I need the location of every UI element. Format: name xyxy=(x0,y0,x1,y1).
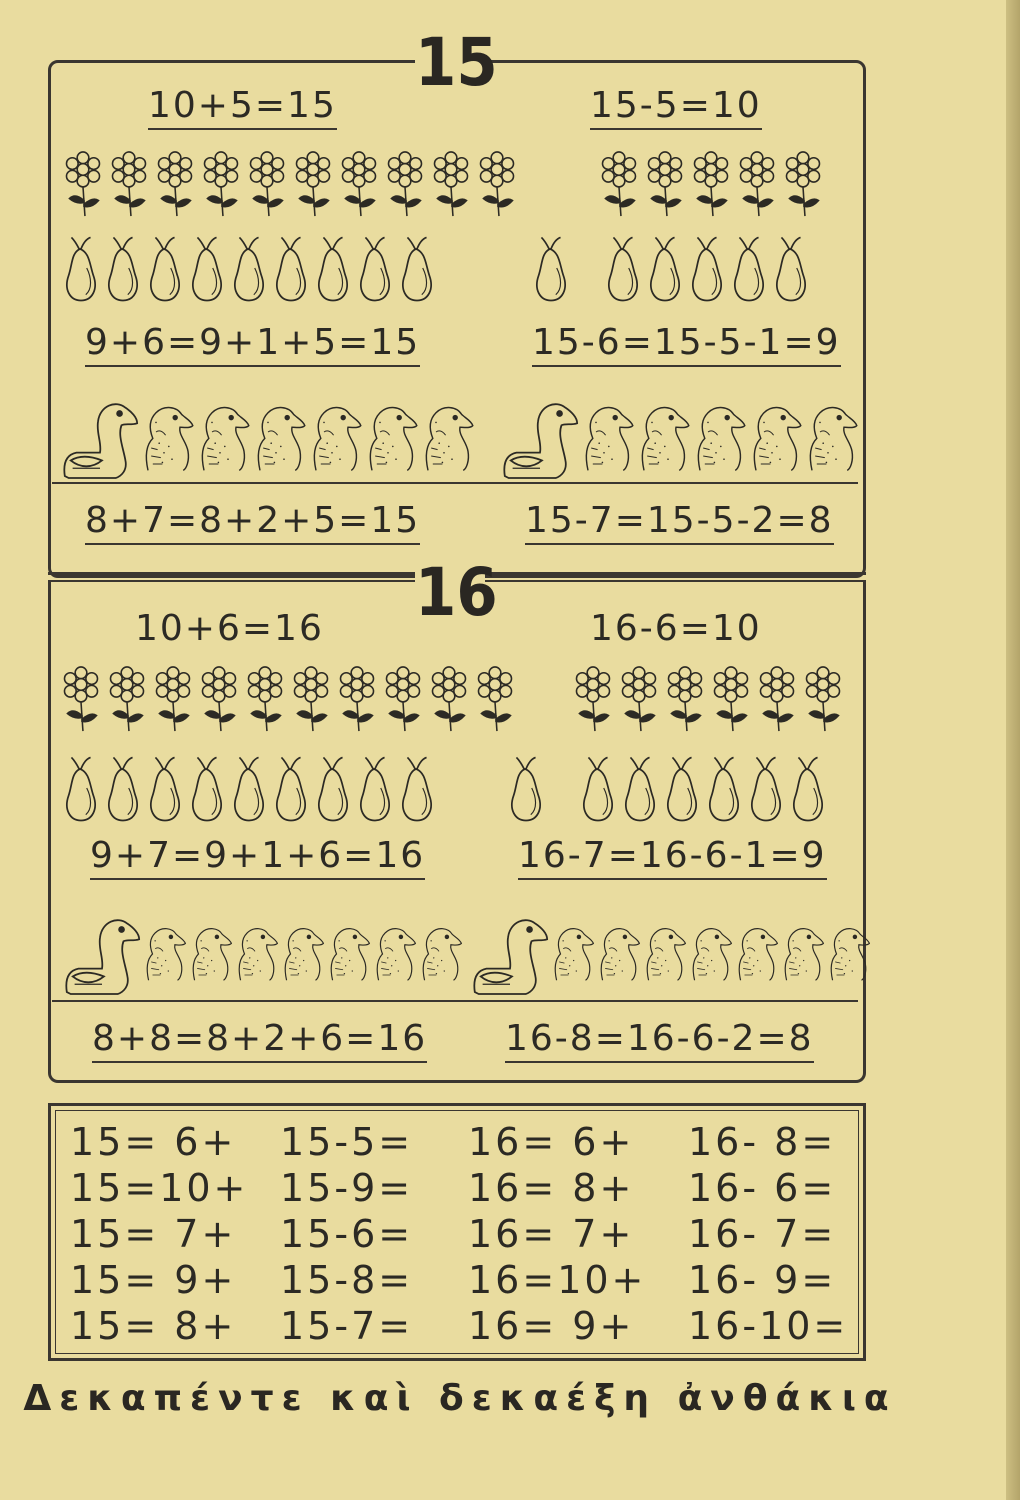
pear-icon xyxy=(312,232,354,304)
duck-icon xyxy=(62,908,142,996)
flower-icon xyxy=(58,665,104,733)
pear-icon xyxy=(530,232,572,304)
exercise-cell: 15-7= xyxy=(280,1304,414,1348)
pears-16-left xyxy=(60,752,438,824)
pear-icon xyxy=(602,232,644,304)
eq-16-add-top: 10+6=16 xyxy=(135,608,324,649)
duck-icon xyxy=(252,392,308,480)
flower-icon xyxy=(688,150,734,218)
flower-icon xyxy=(616,665,662,733)
pear-icon xyxy=(144,232,186,304)
exercise-cell: 16- 6= xyxy=(688,1166,837,1210)
pear-icon xyxy=(577,752,619,824)
duck-icon xyxy=(804,392,860,480)
flower-icon xyxy=(244,150,290,218)
flower-icon xyxy=(196,665,242,733)
flower-icon xyxy=(570,665,616,733)
eq-16-sub-bot: 16-8=16-6-2=8 xyxy=(505,1018,814,1063)
exercise-cell: 16- 9= xyxy=(688,1258,837,1302)
flowers-16-left xyxy=(58,665,518,733)
water-line-15 xyxy=(52,482,858,484)
pear-icon xyxy=(354,232,396,304)
flower-icon xyxy=(780,150,826,218)
exercise-cell: 15= 7+ xyxy=(70,1212,237,1256)
pear-icon xyxy=(102,752,144,824)
flower-icon xyxy=(426,665,472,733)
ducks-15-left xyxy=(60,392,476,480)
exercise-cell: 15-8= xyxy=(280,1258,414,1302)
pear-icon xyxy=(686,232,728,304)
flower-icon xyxy=(596,150,642,218)
section-15-number: 15 xyxy=(415,24,498,101)
pear-icon xyxy=(396,232,438,304)
flowers-16-right xyxy=(570,665,846,733)
flower-icon xyxy=(106,150,152,218)
exercise-cell: 15-5= xyxy=(280,1120,414,1164)
exercise-cell: 16- 7= xyxy=(688,1212,837,1256)
pear-icon xyxy=(270,752,312,824)
exercise-cell: 16= 8+ xyxy=(468,1166,635,1210)
duck-icon xyxy=(188,908,234,996)
duck-icon xyxy=(60,392,140,480)
flower-icon xyxy=(734,150,780,218)
pear-icon xyxy=(770,232,812,304)
flower-icon xyxy=(150,665,196,733)
flowers-15-left xyxy=(60,150,520,218)
exercise-cell: 15= 9+ xyxy=(70,1258,237,1302)
flower-icon xyxy=(104,665,150,733)
flower-icon xyxy=(242,665,288,733)
pear-icon xyxy=(354,752,396,824)
eq-15-add-top: 10+5=15 xyxy=(148,85,337,130)
duck-icon xyxy=(734,908,780,996)
pear-icon xyxy=(787,752,829,824)
pear-icon xyxy=(644,232,686,304)
spacer xyxy=(547,752,577,824)
section-16-frame xyxy=(48,580,866,1083)
duck-icon xyxy=(826,908,872,996)
page-edge xyxy=(1006,0,1020,1500)
flower-icon xyxy=(198,150,244,218)
exercise-cell: 16= 6+ xyxy=(468,1120,635,1164)
flower-icon xyxy=(642,150,688,218)
flower-icon xyxy=(800,665,846,733)
pear-icon xyxy=(745,752,787,824)
exercise-cell: 15=10+ xyxy=(70,1166,249,1210)
flower-icon xyxy=(334,665,380,733)
eq-16-add-mid: 9+7=9+1+6=16 xyxy=(90,835,425,880)
page-caption: Δεκαπέντε καὶ δεκαέξη ἀνθάκια xyxy=(23,1378,897,1419)
exercise-cell: 16=10+ xyxy=(468,1258,647,1302)
duck-icon xyxy=(550,908,596,996)
ducks-15-right xyxy=(500,392,860,480)
flower-icon xyxy=(152,150,198,218)
pear-icon xyxy=(60,752,102,824)
duck-icon xyxy=(692,392,748,480)
eq-15-sub-bot: 15-7=15-5-2=8 xyxy=(525,500,834,545)
pears-15-left xyxy=(60,232,438,304)
eq-15-add-bot: 8+7=8+2+5=15 xyxy=(85,500,420,545)
flower-icon xyxy=(754,665,800,733)
duck-icon xyxy=(142,908,188,996)
pears-15-right xyxy=(530,232,812,304)
eq-15-sub-top: 15-5=10 xyxy=(590,85,762,130)
duck-icon xyxy=(748,392,804,480)
eq-16-add-bot: 8+8=8+2+6=16 xyxy=(92,1018,427,1063)
flower-icon xyxy=(474,150,520,218)
exercise-cell: 16= 7+ xyxy=(468,1212,635,1256)
flower-icon xyxy=(662,665,708,733)
pear-icon xyxy=(228,752,270,824)
pear-icon xyxy=(703,752,745,824)
flower-icon xyxy=(336,150,382,218)
pears-16-right xyxy=(505,752,829,824)
pear-icon xyxy=(396,752,438,824)
eq-16-sub-top: 16-6=10 xyxy=(590,608,762,649)
duck-icon xyxy=(420,392,476,480)
duck-icon xyxy=(364,392,420,480)
flower-icon xyxy=(380,665,426,733)
duck-icon xyxy=(780,908,826,996)
exercise-cell: 15-6= xyxy=(280,1212,414,1256)
exercise-cell: 15-9= xyxy=(280,1166,414,1210)
flowers-15-right xyxy=(596,150,826,218)
duck-icon xyxy=(596,908,642,996)
pear-icon xyxy=(270,232,312,304)
exercise-cell: 15= 6+ xyxy=(70,1120,237,1164)
eq-15-add-mid: 9+6=9+1+5=15 xyxy=(85,322,420,367)
flower-icon xyxy=(428,150,474,218)
eq-15-sub-mid: 15-6=15-5-1=9 xyxy=(532,322,841,367)
pear-icon xyxy=(228,232,270,304)
duck-icon xyxy=(280,908,326,996)
duck-icon xyxy=(234,908,280,996)
pear-icon xyxy=(619,752,661,824)
pear-icon xyxy=(728,232,770,304)
duck-icon xyxy=(688,908,734,996)
duck-icon xyxy=(636,392,692,480)
flower-icon xyxy=(60,150,106,218)
pear-icon xyxy=(102,232,144,304)
flower-icon xyxy=(290,150,336,218)
pear-icon xyxy=(60,232,102,304)
duck-icon xyxy=(326,908,372,996)
pear-icon xyxy=(144,752,186,824)
water-line-16 xyxy=(52,1000,858,1002)
duck-icon xyxy=(418,908,464,996)
spacer xyxy=(572,232,602,304)
ducks-16-right xyxy=(470,908,872,996)
section-16-number: 16 xyxy=(415,554,498,631)
ducks-16-left xyxy=(62,908,464,996)
flower-icon xyxy=(288,665,334,733)
flower-icon xyxy=(382,150,428,218)
duck-icon xyxy=(470,908,550,996)
duck-icon xyxy=(642,908,688,996)
duck-icon xyxy=(500,392,580,480)
flower-icon xyxy=(472,665,518,733)
pear-icon xyxy=(186,232,228,304)
pear-icon xyxy=(505,752,547,824)
duck-icon xyxy=(372,908,418,996)
pear-icon xyxy=(312,752,354,824)
exercise-cell: 16= 9+ xyxy=(468,1304,635,1348)
exercise-cell: 16-10= xyxy=(688,1304,849,1348)
pear-icon xyxy=(186,752,228,824)
duck-icon xyxy=(308,392,364,480)
exercise-cell: 16- 8= xyxy=(688,1120,837,1164)
duck-icon xyxy=(196,392,252,480)
flower-icon xyxy=(708,665,754,733)
exercise-cell: 15= 8+ xyxy=(70,1304,237,1348)
duck-icon xyxy=(580,392,636,480)
duck-icon xyxy=(140,392,196,480)
pear-icon xyxy=(661,752,703,824)
eq-16-sub-mid: 16-7=16-6-1=9 xyxy=(518,835,827,880)
